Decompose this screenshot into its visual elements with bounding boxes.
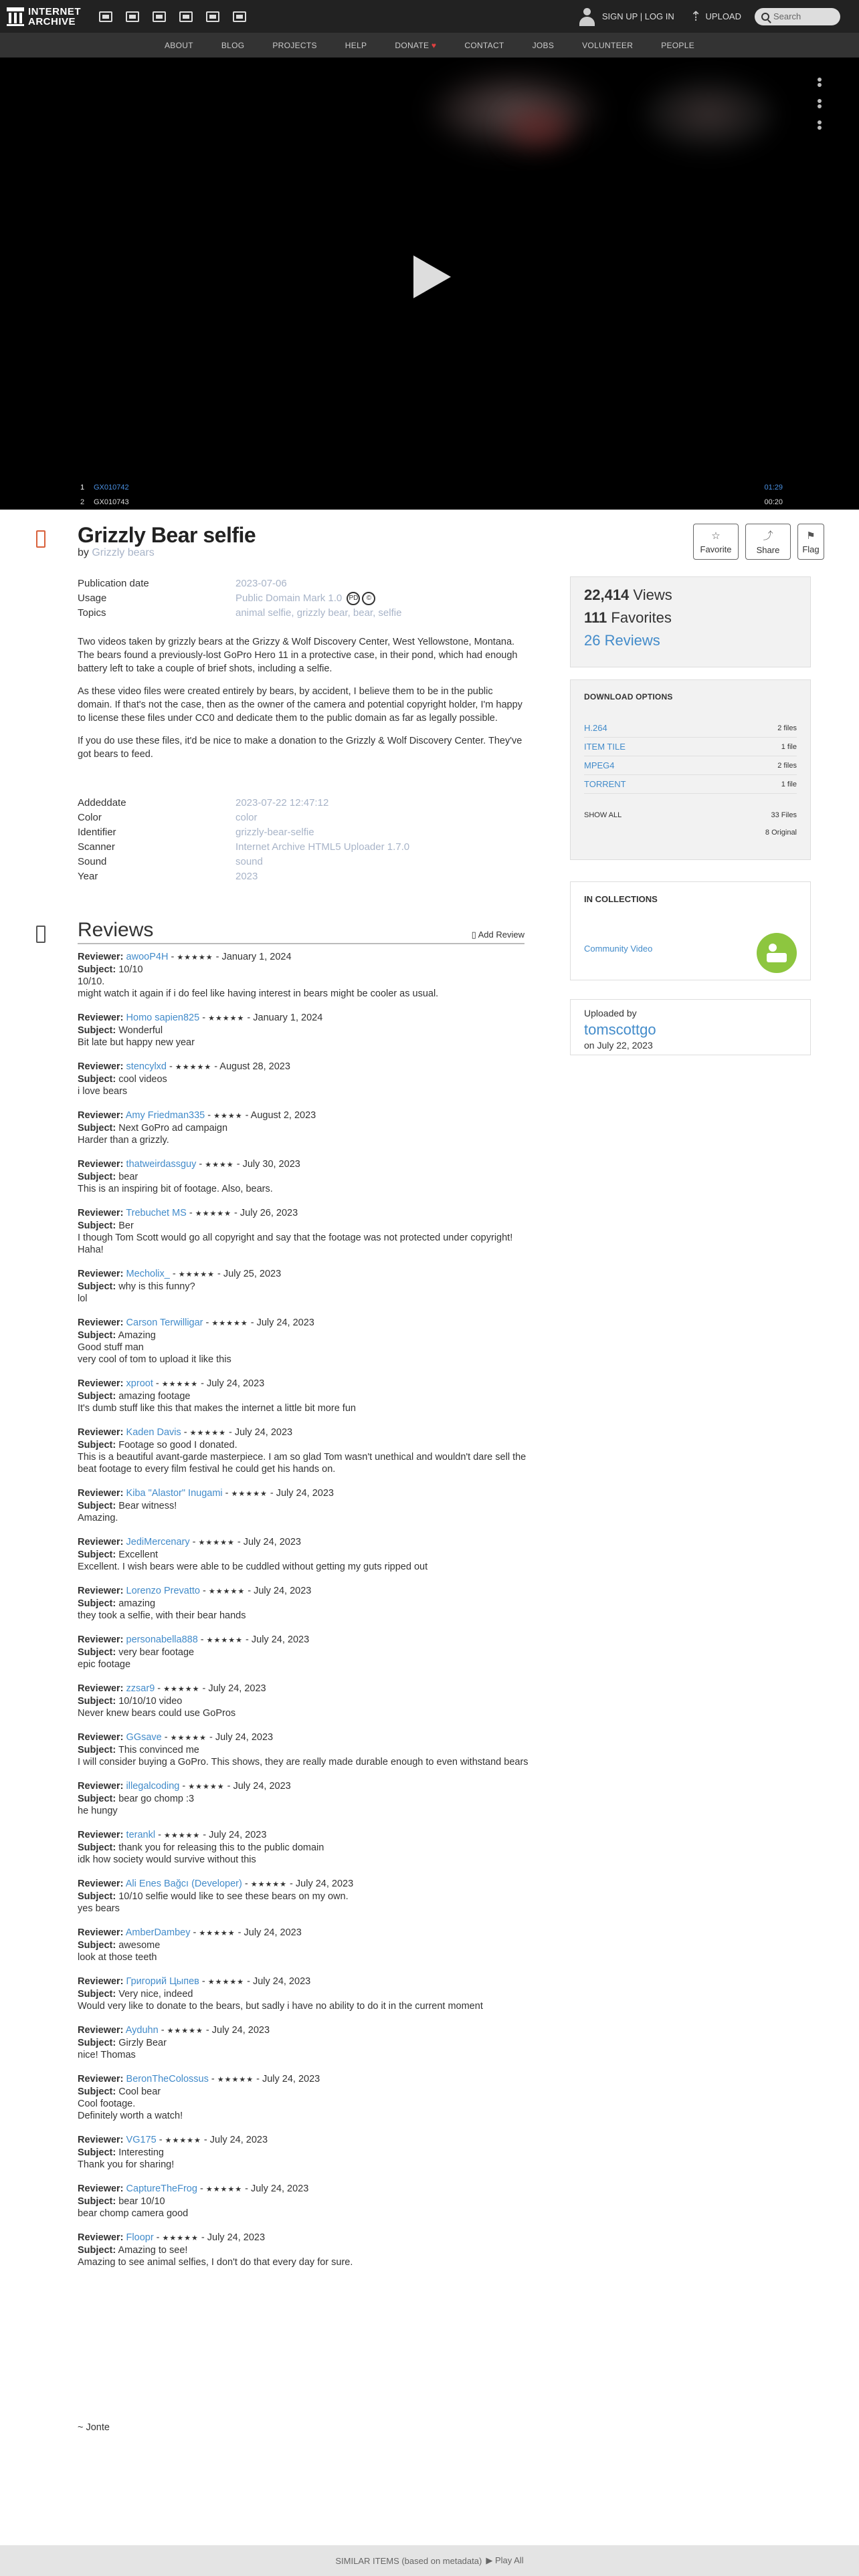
reviewer-link[interactable]: Ayduhn xyxy=(125,2025,159,2036)
review-body: idk how society would survive without this xyxy=(78,1854,256,1865)
review-date: July 24, 2023 xyxy=(234,1427,293,1438)
review-date: July 24, 2023 xyxy=(215,1732,274,1743)
review-item: Reviewer: BeronTheColossus - ★★★★★ - July 24, 2023 Subject: Cool bear Cool footage. Definitely worth a watch! xyxy=(78,2073,539,2122)
add-review-button[interactable]: ▯ Add Review xyxy=(471,930,524,940)
review-subject: This convinced me xyxy=(118,1745,199,1755)
views-count: 22,414 Views xyxy=(584,586,672,603)
rating-stars: ★★★★★ xyxy=(163,1685,200,1693)
page-title: Grizzly Bear selfie xyxy=(78,523,256,547)
secondary-nav xyxy=(0,33,859,58)
rating-stars: ★★★★★ xyxy=(170,1734,207,1742)
reviewer-link[interactable]: stencylxd xyxy=(126,1061,167,1072)
review-body: 10/10. xyxy=(78,976,105,987)
review-item: Reviewer: Amy Friedman335 - ★★★★ - August 2, 2023 Subject: Next GoPro ad campaign Harder than a grizzly. xyxy=(78,1109,539,1146)
review-body: Would very like to donate to the bears, but sadly i have no ability to do it in the current moment xyxy=(78,2001,483,2012)
share-button[interactable]: ⤴ Share xyxy=(745,524,791,560)
reviewer-link[interactable]: thatweirdassguy xyxy=(126,1159,197,1170)
review-body: I will consider buying a GoPro. This shows, they are really made durable enough to even withstand bears xyxy=(78,1757,529,1767)
playlist xyxy=(80,480,783,510)
pencil-icon: ▯ xyxy=(471,930,476,940)
item-description: Two videos taken by grizzly bears at the Grizzy & Wolf Discovery Center, West Yellowstone, Montana. The bears found a previously-lost GoPro Hero 11 in a protective case, in their pond, which had enough battery left to take a couple of brief shots, including a selfie. As these video files were created entirely by bears, by accident, I believe them to be in the public domain. If that's not the case, then as the owner of the camera and potential copyright holder, I'm happy to license these files under CC0 and dedicate them to the public domain as far as legally possible. If you do use these files, it'd be nice to make a donation to the Grizzly & Wolf Discovery Center. They've got bears to feed. xyxy=(78,637,522,760)
favorites-count: 111 Favorites xyxy=(584,609,672,626)
review-date: July 24, 2023 xyxy=(295,1879,354,1889)
review-item: Reviewer: Ali Enes Bağcı (Developer) - ★★★★★ - July 24, 2023 Subject: 10/10 selfie would like to see these bears on my own. yes bears xyxy=(78,1878,539,1915)
play-icon[interactable] xyxy=(413,255,451,298)
rating-stars: ★★★★★ xyxy=(211,1319,248,1327)
review-body: lol xyxy=(78,1293,88,1304)
reviewer-link[interactable]: Kaden Davis xyxy=(126,1427,181,1438)
nav-jobs[interactable]: JOBS xyxy=(532,40,555,50)
nav-help[interactable]: HELP xyxy=(345,40,367,50)
review-body: Excellent. I wish bears were able to be cuddled without getting my guts ripped out xyxy=(78,1562,428,1572)
download-options xyxy=(570,679,811,860)
meta-row: Identifier grizzly-bear-selfie xyxy=(78,827,314,838)
video-player[interactable] xyxy=(0,58,859,510)
public-domain-icon: PD xyxy=(347,592,360,605)
rating-stars: ★★★★★ xyxy=(162,2234,199,2242)
review-body: he hungy xyxy=(78,1806,118,1816)
reviewer-link[interactable]: Ali Enes Bağcı (Developer) xyxy=(125,1879,242,1889)
reviews-list xyxy=(78,951,539,2280)
review-body: Thank you for sharing! xyxy=(78,2159,175,2170)
reviewer-link[interactable]: Amy Friedman335 xyxy=(125,1110,205,1121)
review-item: Reviewer: stencylxd - ★★★★★ - August 28, 2023 Subject: cool videos i love bears xyxy=(78,1061,539,1097)
review-body: Amazing to see animal selfies, I don't do that every day for sure. xyxy=(78,2257,353,2268)
reviewer-link[interactable]: CaptureTheFrog xyxy=(126,2183,197,2194)
review-body: look at those teeth xyxy=(78,1952,157,1963)
nav-contact[interactable]: CONTACT xyxy=(464,40,504,50)
review-date: July 24, 2023 xyxy=(206,1378,265,1389)
reviewer-link[interactable]: terankl xyxy=(126,1830,156,1840)
rating-stars: ★★★★★ xyxy=(208,1014,245,1023)
review-date: July 24, 2023 xyxy=(244,1927,302,1938)
rating-stars: ★★★★★ xyxy=(167,2027,203,2035)
review-date: July 24, 2023 xyxy=(262,2074,320,2084)
upload-icon[interactable]: ⇡ xyxy=(690,9,702,24)
review-item: Reviewer: personabella888 - ★★★★★ - July 24, 2023 Subject: very bear footage epic footage xyxy=(78,1634,539,1671)
review-subject: Amazing to see! xyxy=(118,2245,188,2256)
review-item: Reviewer: VG175 - ★★★★★ - July 24, 2023 Subject: Interesting Thank you for sharing! xyxy=(78,2134,539,2171)
review-item: Reviewer: GGsave - ★★★★★ - July 24, 2023 Subject: This convinced me I will consider buying a GoPro. This shows, they are really made durable enough to even withstand bears xyxy=(78,1731,539,1768)
archive-building-icon xyxy=(7,7,24,26)
playlist-item[interactable]: 2 GX010743 00:20 xyxy=(80,498,783,506)
review-date: July 24, 2023 xyxy=(233,1781,291,1792)
reviewer-link[interactable]: personabella888 xyxy=(126,1634,198,1645)
internet-archive-logo[interactable] xyxy=(7,7,81,27)
review-subject: 10/10/10 video xyxy=(118,1696,183,1707)
review-item: Reviewer: thatweirdassguy - ★★★★ - July 30, 2023 Subject: bear This is an inspiring bit of footage. Also, bears. xyxy=(78,1158,539,1195)
review-date: July 24, 2023 xyxy=(207,2232,266,2243)
topics-links[interactable]: animal selfie, grizzly bear, bear, selfie xyxy=(235,607,402,619)
review-body: very cool of tom to upload it like this xyxy=(78,1354,231,1365)
original-files: 8 Original xyxy=(765,829,797,837)
download-row[interactable]: H.264 2 files xyxy=(584,719,797,738)
reviewer-link[interactable]: Trebuchet MS xyxy=(126,1208,187,1218)
community-video-icon[interactable] xyxy=(757,933,797,973)
review-item: Reviewer: CaptureTheFrog - ★★★★★ - July 24, 2023 Subject: bear 10/10 bear chomp camera good xyxy=(78,2183,539,2220)
star-icon: ☆ xyxy=(711,530,721,542)
rating-stars: ★★★★★ xyxy=(195,1210,232,1218)
search-placeholder: Search xyxy=(773,11,801,21)
meta-row: Topics animal selfie, grizzly bear, bear, selfie xyxy=(78,606,533,621)
video-icon[interactable] xyxy=(151,9,168,24)
review-subject: 10/10 selfie would like to see these bears on my own. xyxy=(118,1891,349,1902)
review-date: August 2, 2023 xyxy=(250,1110,316,1121)
reviewer-link[interactable]: Floopr xyxy=(126,2232,154,2243)
reviewer-link[interactable]: AmberDambey xyxy=(125,1927,191,1938)
rating-stars: ★★★★★ xyxy=(188,1783,225,1791)
review-item: Reviewer: Kaden Davis - ★★★★★ - July 24, 2023 Subject: Footage so good I donated. This is a beautiful avant-garde masterpiece. I am so glad Tom wasn't unethical and wouldn't dare sell the beat footage to every film festival he could get his hands on. xyxy=(78,1426,539,1475)
rating-stars: ★★★★★ xyxy=(250,1881,288,1889)
reviewer-link[interactable]: Carson Terwilligar xyxy=(126,1317,203,1328)
review-body: This is an inspiring bit of footage. Also, bears. xyxy=(78,1184,273,1194)
reviewer-link[interactable]: VG175 xyxy=(126,2135,157,2145)
review-subject: why is this funny? xyxy=(118,1281,195,1292)
uploader-link[interactable]: tomscottgo xyxy=(584,1021,656,1038)
download-row[interactable]: ITEM TILE 1 file xyxy=(584,738,797,756)
review-body: might watch it again if i do feel like having interest in bears might be cooler as usual. xyxy=(78,988,439,999)
review-subject: bear go chomp :3 xyxy=(118,1794,195,1804)
meta-row: Scanner Internet Archive HTML5 Uploader 1.7.0 xyxy=(78,841,410,853)
user-icon[interactable] xyxy=(578,7,595,27)
reviewer-link[interactable]: awooP4H xyxy=(126,952,169,962)
metadata-top xyxy=(78,576,533,621)
similar-items-link[interactable]: SIMILAR ITEMS (based on metadata) xyxy=(335,2555,482,2566)
review-item: Reviewer: Carson Terwilligar - ★★★★★ - July 24, 2023 Subject: Amazing Good stuff man very cool of tom to upload it like this xyxy=(78,1317,539,1366)
review-date: July 25, 2023 xyxy=(223,1269,282,1279)
reviews-title: Reviews xyxy=(78,919,154,941)
rating-stars: ★★★★★ xyxy=(231,1490,268,1498)
reviewer-link[interactable]: Kiba "Alastor" Inugami xyxy=(126,1488,223,1499)
rating-stars: ★★★★★ xyxy=(199,1929,235,1937)
rating-stars: ★★★★★ xyxy=(175,1063,212,1071)
review-subject: Footage so good I donated. xyxy=(118,1440,237,1451)
download-heading: DOWNLOAD OPTIONS xyxy=(584,692,673,702)
review-body: Good stuff man xyxy=(78,1342,144,1353)
total-files: 33 Files xyxy=(771,811,797,819)
images-icon[interactable] xyxy=(231,9,248,24)
rating-stars: ★★★★★ xyxy=(189,1429,226,1437)
review-body: nice! Thomas xyxy=(78,2050,136,2060)
search-icon xyxy=(761,13,769,21)
search-input[interactable] xyxy=(755,8,840,25)
nav-people[interactable]: PEOPLE xyxy=(661,40,695,50)
meta-row: Addeddate 2023-07-22 12:47:12 xyxy=(78,797,329,809)
review-date: July 24, 2023 xyxy=(208,1683,266,1694)
meta-row: Publication date 2023-07-06 xyxy=(78,578,287,589)
review-item: Reviewer: Kiba "Alastor" Inugami - ★★★★★ - July 24, 2023 Subject: Bear witness! Amazing. xyxy=(78,1487,539,1524)
upload-date: on July 22, 2023 xyxy=(584,1040,653,1051)
reviewer-link[interactable]: illegalcoding xyxy=(126,1781,180,1792)
download-row[interactable]: MPEG4 2 files xyxy=(584,756,797,775)
favorite-button[interactable]: ☆ Favorite xyxy=(693,524,739,560)
review-item: Reviewer: Trebuchet MS - ★★★★★ - July 26, 2023 Subject: Ber I though Tom Scott would go all copyright and say that the footage was not protected under copyright! Haha! xyxy=(78,1207,539,1256)
review-date: July 24, 2023 xyxy=(252,1976,311,1987)
collections-heading: IN COLLECTIONS xyxy=(584,894,658,904)
review-item: Reviewer: AmberDambey - ★★★★★ - July 24, 2023 Subject: awesome look at those teeth xyxy=(78,1927,539,1963)
review-body: It's dumb stuff like this that makes the internet a little bit more fun xyxy=(78,1403,356,1414)
review-item: Reviewer: JediMercenary - ★★★★★ - July 24, 2023 Subject: Excellent Excellent. I wish bears were able to be cuddled without getting my guts ripped out xyxy=(78,1536,539,1573)
flag-button[interactable]: ⚑ Flag xyxy=(797,524,824,560)
flag-icon: ⚑ xyxy=(806,530,816,542)
audio-icon[interactable] xyxy=(177,9,195,24)
review-subject: Bear witness! xyxy=(118,1501,177,1511)
uploader-box xyxy=(570,999,811,1055)
logo-line1: INTERNET xyxy=(28,5,81,17)
review-date: July 24, 2023 xyxy=(254,1586,312,1596)
review-body: yes bears xyxy=(78,1903,120,1914)
play-all-button[interactable]: ▶ Play All xyxy=(486,2555,524,2565)
review-date: July 24, 2023 xyxy=(209,1830,267,1840)
collection-link[interactable]: Community Video xyxy=(584,944,653,954)
collections-box xyxy=(570,881,811,980)
reviewer-link[interactable]: Homo sapien825 xyxy=(126,1012,200,1023)
reviewer-link[interactable]: zzsar9 xyxy=(126,1683,155,1694)
review-date: January 1, 2024 xyxy=(221,952,292,962)
review-item: Reviewer: awooP4H - ★★★★★ - January 1, 2024 Subject: 10/10 10/10. might watch it again if i do feel like having interest in bears might be cooler as usual. xyxy=(78,951,539,1000)
review-date: July 24, 2023 xyxy=(276,1488,334,1499)
review-body: epic footage xyxy=(78,1659,131,1670)
reviewer-link[interactable]: JediMercenary xyxy=(126,1537,190,1547)
heart-icon: ♥ xyxy=(431,40,437,50)
nav-about[interactable]: ABOUT xyxy=(164,40,193,50)
review-item: Reviewer: illegalcoding - ★★★★★ - July 24, 2023 Subject: bear go chomp :3 he hungy xyxy=(78,1780,539,1817)
web-icon[interactable] xyxy=(97,9,114,24)
review-date: January 1, 2024 xyxy=(253,1012,323,1023)
rating-stars: ★★★★★ xyxy=(161,1380,199,1388)
no-copyright-icon: © xyxy=(362,592,375,605)
player-menu-icon[interactable] xyxy=(816,120,823,132)
movie-icon xyxy=(36,530,45,548)
review-date: July 24, 2023 xyxy=(251,2183,309,2194)
review-item: Reviewer: Homo sapien825 - ★★★★★ - January 1, 2024 Subject: Wonderful Bit late but happy new year xyxy=(78,1012,539,1049)
review-date: July 24, 2023 xyxy=(256,1317,314,1328)
review-body: I though Tom Scott would go all copyright and say that the footage was not protected under copyright! Haha! xyxy=(78,1232,513,1255)
nav-donate[interactable]: DONATE ♥ xyxy=(395,40,437,50)
rating-stars: ★★★★★ xyxy=(163,1832,201,1840)
review-item: Reviewer: xproot - ★★★★★ - July 24, 2023 Subject: amazing footage It's dumb stuff like this that makes the internet a little bit more fun xyxy=(78,1378,539,1414)
nav-projects[interactable]: PROJECTS xyxy=(272,40,317,50)
review-subject: awesome xyxy=(118,1940,161,1951)
review-body: This is a beautiful avant-garde masterpiece. I am so glad Tom wasn't unethical and wouldn't dare sell the beat footage to every film festival he could get his hands on. xyxy=(78,1452,527,1475)
review-body: bear chomp camera good xyxy=(78,2208,189,2219)
top-bar xyxy=(0,0,859,33)
review-body: Bit late but happy new year xyxy=(78,1037,195,1048)
review-body: i love bears xyxy=(78,1086,128,1097)
rating-stars: ★★★★ xyxy=(205,1161,234,1169)
review-subject: amazing footage xyxy=(118,1391,191,1402)
review-item: Reviewer: Floopr - ★★★★★ - July 24, 2023 Subject: Amazing to see! Amazing to see animal selfies, I don't do that every day for sure. xyxy=(78,2232,539,2268)
meta-row: Year 2023 xyxy=(78,869,533,884)
reviewer-link[interactable]: Lorenzo Prevatto xyxy=(126,1586,200,1596)
rating-stars: ★★★★★ xyxy=(217,2076,254,2084)
review-body: Definitely worth a watch! xyxy=(78,2111,183,2121)
review-date: July 24, 2023 xyxy=(251,1634,310,1645)
rating-stars: ★★★★★ xyxy=(165,2137,201,2145)
review-body: they took a selfie, with their bear hands xyxy=(78,1610,246,1621)
review-date: July 24, 2023 xyxy=(209,2135,268,2145)
review-subject: Ber xyxy=(118,1220,134,1231)
nav-blog[interactable]: BLOG xyxy=(221,40,245,50)
author-link[interactable]: Grizzly bears xyxy=(92,547,155,558)
logo-line2: ARCHIVE xyxy=(28,15,76,27)
play-all-icon: ▶ xyxy=(486,2555,493,2565)
review-item: Reviewer: zzsar9 - ★★★★★ - July 24, 2023 Subject: 10/10/10 video Never knew bears could use GoPros xyxy=(78,1683,539,1719)
review-item: Reviewer: Lorenzo Prevatto - ★★★★★ - July 24, 2023 Subject: amazing they took a selfie, with their bear hands xyxy=(78,1585,539,1622)
review-date: July 24, 2023 xyxy=(211,2025,270,2036)
rating-stars: ★★★★★ xyxy=(177,954,213,962)
review-body: Cool footage. xyxy=(78,2099,136,2109)
reviewer-link[interactable]: Григорий Цыпев xyxy=(126,1976,199,1987)
item-actions xyxy=(693,524,824,560)
player-info-icon[interactable] xyxy=(816,99,823,111)
review-subject: bear xyxy=(118,1172,138,1182)
meta-row: Usage Public Domain Mark 1.0 PD © xyxy=(78,591,533,606)
share-icon: ⤴ xyxy=(763,530,773,542)
reviews-header xyxy=(78,918,524,944)
download-row[interactable]: TORRENT 1 file xyxy=(584,775,797,794)
review-date: July 26, 2023 xyxy=(240,1208,298,1218)
stats-box xyxy=(570,576,811,667)
similar-items-bar xyxy=(0,2545,859,2576)
meta-row: Color color xyxy=(78,812,258,823)
review-subject: amazing xyxy=(118,1598,156,1609)
review-item: Reviewer: Ayduhn - ★★★★★ - July 24, 2023 Subject: Girzly Bear nice! Thomas xyxy=(78,2024,539,2061)
review-body: Never knew bears could use GoPros xyxy=(78,1708,236,1719)
review-item: Reviewer: terankl - ★★★★★ - July 24, 2023 Subject: thank you for releasing this to the public domain idk how society would survive without this xyxy=(78,1829,539,1866)
rating-stars: ★★★★★ xyxy=(178,1271,215,1279)
review-subject: cool videos xyxy=(118,1074,167,1085)
media-type-nav xyxy=(97,9,248,24)
review-item: Reviewer: Mecholix_ - ★★★★★ - July 25, 2023 Subject: why is this funny? lol xyxy=(78,1268,539,1305)
review-subject: Very nice, indeed xyxy=(118,1989,193,2000)
rating-stars: ★★★★★ xyxy=(208,1588,246,1596)
review-subject: 10/10 xyxy=(118,964,143,975)
uploaded-by-label: Uploaded by xyxy=(584,1008,637,1018)
texts-icon[interactable] xyxy=(124,9,141,24)
review-date: July 30, 2023 xyxy=(242,1159,300,1170)
show-all-link[interactable]: SHOW ALL xyxy=(584,811,622,819)
review-body: Harder than a grizzly. xyxy=(78,1135,169,1146)
review-subject: Amazing xyxy=(118,1330,156,1341)
rating-stars: ★★★★★ xyxy=(205,2185,243,2193)
reviewer-link[interactable]: BeronTheColossus xyxy=(126,2074,209,2084)
review-date: August 28, 2023 xyxy=(219,1061,290,1072)
review-subject: Girzly Bear xyxy=(118,2038,167,2048)
review-subject: Cool bear xyxy=(118,2086,161,2097)
player-share-icon[interactable] xyxy=(816,78,823,90)
license-link[interactable]: Public Domain Mark 1.0 PD © xyxy=(235,591,375,606)
upload-link[interactable]: UPLOAD xyxy=(705,11,741,21)
playlist-item[interactable]: 1 GX010742 01:29 xyxy=(80,484,783,492)
review-subject: Wonderful xyxy=(118,1025,163,1036)
review-subject: Next GoPro ad campaign xyxy=(118,1123,228,1134)
reviewer-link[interactable]: GGsave xyxy=(126,1732,162,1743)
meta-row: Sound sound xyxy=(78,856,263,867)
review-date: July 24, 2023 xyxy=(243,1537,301,1547)
nav-volunteer[interactable]: VOLUNTEER xyxy=(582,40,634,50)
reviewer-link[interactable]: Mecholix_ xyxy=(126,1269,170,1279)
review-body: Amazing. xyxy=(78,1513,118,1523)
review-subject: thank you for releasing this to the public domain xyxy=(118,1842,324,1853)
signature: ~ Jonte xyxy=(78,2422,110,2433)
signup-login-link[interactable]: SIGN UP | LOG IN xyxy=(601,11,674,21)
byline: by Grizzly bears xyxy=(78,547,155,558)
software-icon[interactable] xyxy=(204,9,221,24)
review-subject: bear 10/10 xyxy=(118,2196,165,2207)
metadata-bottom xyxy=(78,796,533,884)
rating-stars: ★★★★★ xyxy=(198,1539,235,1547)
reviews-count-link[interactable]: 26 Reviews xyxy=(584,632,660,649)
review-item: Reviewer: Григорий Цыпев - ★★★★★ - July 24, 2023 Subject: Very nice, indeed Would very like to donate to the bears, but sadly i have no ability to do it in the current moment xyxy=(78,1975,539,2012)
review-subject: Excellent xyxy=(118,1549,159,1560)
year-link[interactable]: 2023 xyxy=(235,871,258,882)
review-subject: very bear footage xyxy=(118,1647,195,1658)
rating-stars: ★★★★★ xyxy=(206,1636,243,1644)
rating-stars: ★★★★★ xyxy=(207,1978,245,1986)
reviewer-link[interactable]: xproot xyxy=(126,1378,153,1389)
rating-stars: ★★★★ xyxy=(213,1112,243,1120)
review-subject: Interesting xyxy=(118,2147,164,2158)
reviews-icon xyxy=(36,926,45,943)
